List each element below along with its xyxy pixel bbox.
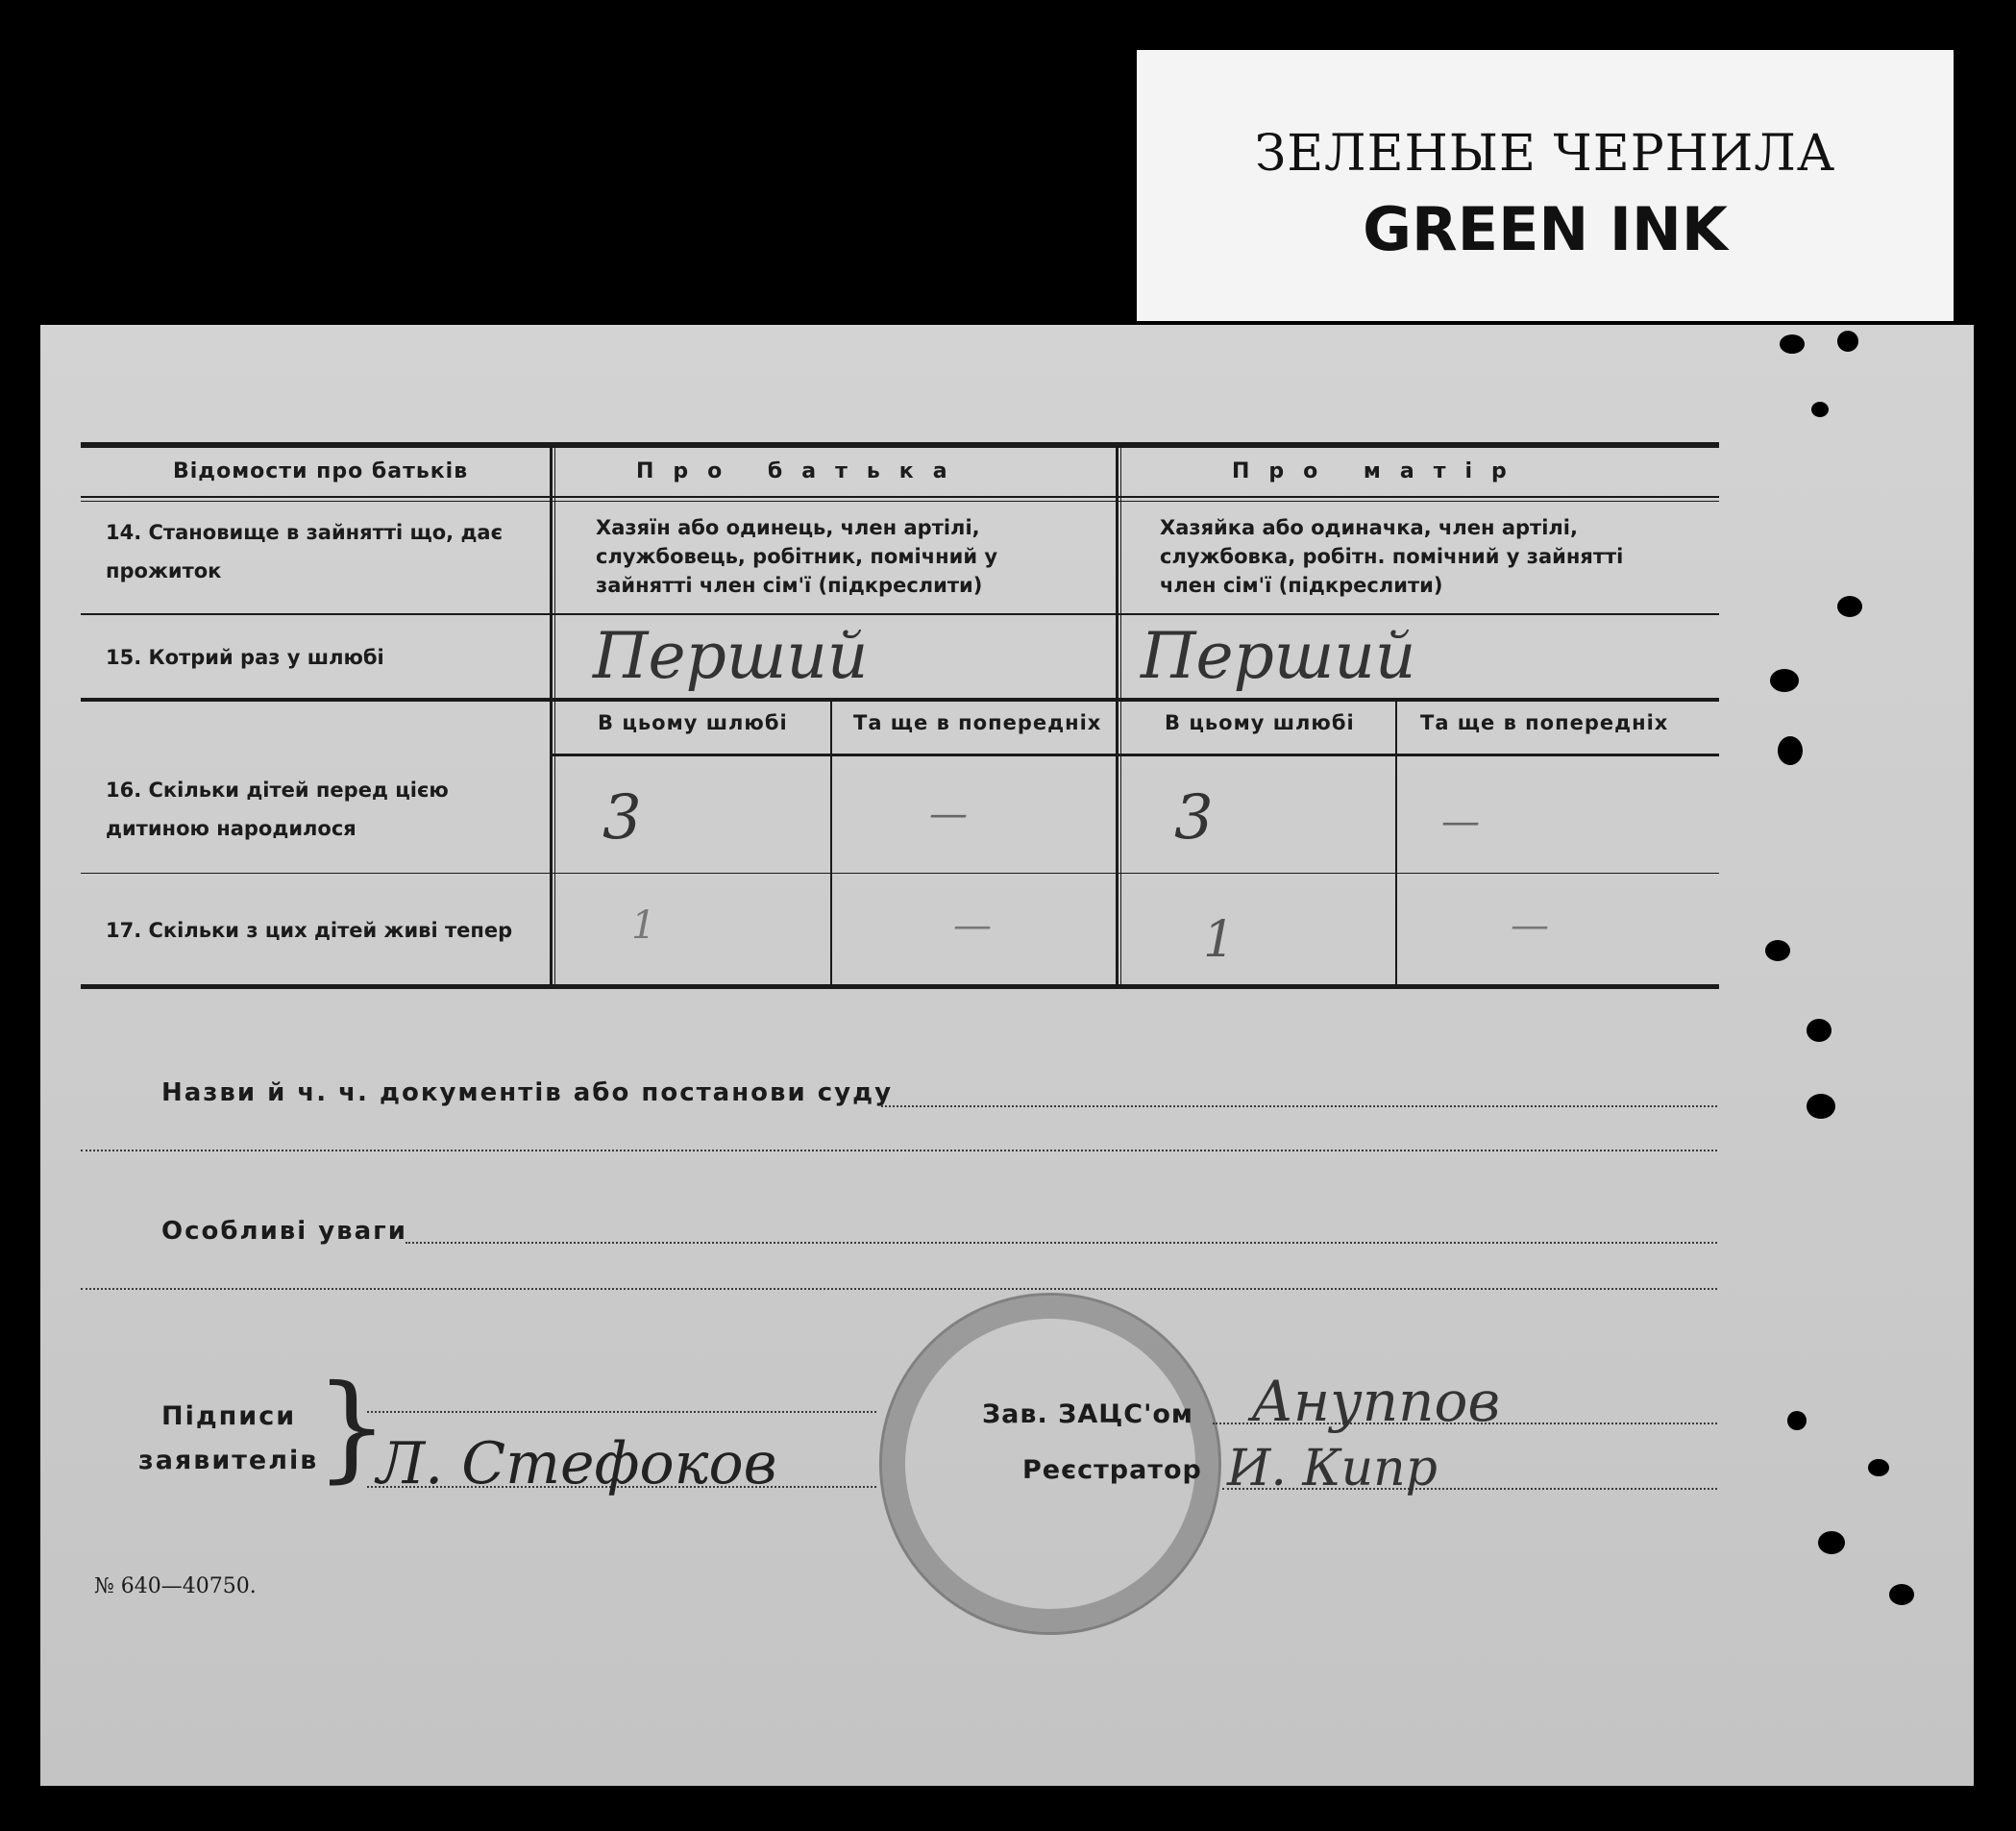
documents-line-2 [81,1150,1717,1151]
father-this-marriage-header: В цьому шлюбі [598,711,788,734]
applicant-signature: Л. Стефоков [377,1430,777,1497]
head-signature: Ануппов [1251,1369,1501,1434]
header-rule-2 [81,501,1719,502]
ink-label-card [1137,50,1954,321]
row15-father-handwriting: Перший [593,619,869,693]
signatures-label-line1: Підписи [161,1401,297,1431]
binding-hole [1837,331,1858,352]
mother-previous-header: Та ще в попередніх [1420,711,1669,734]
binding-hole [1780,334,1805,354]
table-bottom-rule [81,984,1719,989]
binding-hole [1837,596,1862,617]
documents-label: Назви й ч. ч. документів або постанови суду [161,1078,894,1107]
row15-label: 15. Котрий раз у шлюбі [106,646,384,669]
signatures-label-line2: заявителів [138,1446,319,1475]
binding-hole [1889,1584,1914,1605]
row17-mother-this: 1 [1203,911,1236,969]
binding-hole [1868,1459,1889,1476]
row16-rule [81,873,1719,874]
remarks-line [406,1242,1717,1244]
col-rule-father [1116,448,1119,986]
row16-label: 16. Скільки дітей перед цією дитиною народилося [106,779,449,840]
remarks-label: Особливі уваги [161,1217,407,1246]
row15-rule [81,698,1719,702]
row14-father-options: Хазяїн або одинець, член артілі, службовець, робітник, помічний у зайнятті член сім'ї (підкреслити) [596,516,998,597]
row14-mother-options: Хазяйка або одиначка, член артілі, службовка, робітн. помічний у зайнятті член сім'ї (підкреслити) [1160,516,1624,597]
subheader-rule [550,754,1719,756]
col-rule-label [550,448,553,986]
col-rule-father-2 [1120,448,1121,986]
row17-label: 17. Скільки з цих дітей живі тепер [106,919,513,942]
father-previous-header: Та ще в попередніх [853,711,1102,734]
table-top-rule [81,442,1719,448]
col-rule-father-sub [830,702,832,986]
binding-hole [1807,1094,1835,1119]
col-rule-mother-sub [1395,702,1397,986]
row16-mother-prev: — [1441,800,1480,844]
ink-label-russian: ЗЕЛЕНЫЕ ЧЕРНИЛА [1254,125,1836,183]
header-mother: Про матір [1232,459,1526,483]
binding-hole [1807,1019,1832,1042]
registrar-signature: И. Кипр [1227,1440,1438,1497]
signature-brace: } [315,1361,389,1495]
header-rule [81,496,1719,498]
row17-mother-prev: — [1511,903,1549,948]
registrar-label: Реєстратор [1022,1455,1202,1485]
binding-hole [1818,1531,1845,1554]
row14-label: 14. Становище в зайнятті що, дає прожиток [106,521,504,582]
col-rule-label-2 [554,448,555,986]
ink-label-english: GREEN INK [1363,194,1728,264]
form-number: № 640—40750. [94,1574,257,1598]
row16-father-prev: — [929,792,968,836]
binding-hole [1787,1411,1807,1430]
documents-line [881,1105,1717,1107]
binding-hole [1765,940,1790,961]
binding-hole [1770,669,1799,692]
binding-hole [1811,402,1829,417]
applicant-sign-line-1 [367,1411,876,1413]
row17-father-prev: — [953,903,992,948]
binding-hole [1778,736,1803,765]
row17-father-this: 1 [631,903,656,948]
header-label-column: Відомости про батьків [173,459,469,483]
mother-this-marriage-header: В цьому шлюбі [1165,711,1355,734]
row15-mother-handwriting: Перший [1141,619,1416,693]
remarks-line-2 [81,1288,1717,1290]
row14-rule [81,613,1719,615]
header-father: Про батька [636,459,967,483]
row16-father-this: 3 [602,782,642,854]
head-label: Зав. ЗАЦС'ом [982,1399,1193,1429]
record-form-page [40,325,1974,1786]
row16-mother-this: 3 [1174,782,1214,854]
